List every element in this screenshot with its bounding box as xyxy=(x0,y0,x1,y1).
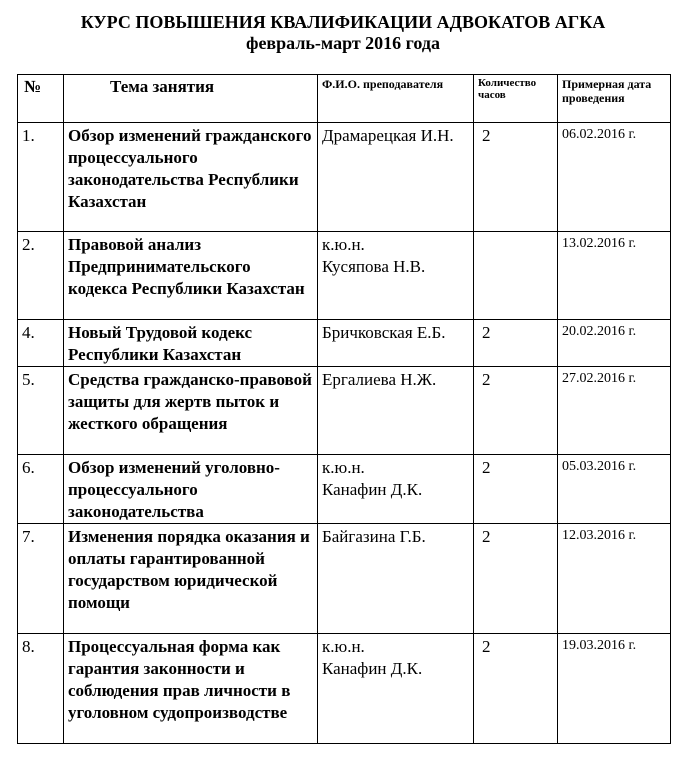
row-num: 2. xyxy=(18,232,64,320)
row-num: 1. xyxy=(18,123,64,232)
row-num: 6. xyxy=(18,455,64,524)
header-date: Примерная дата проведения xyxy=(558,75,671,123)
row-date: 27.02.2016 г. xyxy=(558,367,671,455)
row-date: 19.03.2016 г. xyxy=(558,634,671,744)
row-topic: Процессуальная форма как гарантия законности и соблюдения прав личности в уголовном судопроизводстве xyxy=(64,634,318,744)
row-hours: 2 xyxy=(474,524,558,634)
row-teacher: к.ю.н. Канафин Д.К. xyxy=(318,455,474,524)
header-teacher: Ф.И.О. преподавателя xyxy=(318,75,474,123)
row-teacher: Байгазина Г.Б. xyxy=(318,524,474,634)
row-topic: Средства гражданско-правовой защиты для жертв пыток и жесткого обращения xyxy=(64,367,318,455)
row-topic: Обзор изменений гражданского процессуального законодательства Республики Казахстан xyxy=(64,123,318,232)
table-row xyxy=(18,455,671,524)
row-topic: Изменения порядка оказания и оплаты гарантированной государством юридической помощи xyxy=(64,524,318,634)
table-row xyxy=(18,232,671,320)
row-date: 12.03.2016 г. xyxy=(558,524,671,634)
row-topic: Обзор изменений уголовно-процессуального законодательства xyxy=(64,455,318,524)
document-title: КУРС ПОВЫШЕНИЯ КВАЛИФИКАЦИИ АДВОКАТОВ АГКА xyxy=(80,12,606,32)
row-hours: 2 xyxy=(474,123,558,232)
row-hours: 2 xyxy=(474,320,558,367)
header-num: № xyxy=(18,75,64,123)
header-topic: Тема занятия xyxy=(64,75,318,123)
table-row xyxy=(18,524,671,634)
row-teacher: Драмарецкая И.Н. xyxy=(318,123,474,232)
row-hours xyxy=(474,232,558,320)
row-date: 20.02.2016 г. xyxy=(558,320,671,367)
course-schedule-table xyxy=(17,74,671,744)
row-date: 06.02.2016 г. xyxy=(558,123,671,232)
row-hours: 2 xyxy=(474,455,558,524)
row-num: 7. xyxy=(18,524,64,634)
row-teacher: Бричковская Е.Б. xyxy=(318,320,474,367)
table-row xyxy=(18,634,671,744)
row-hours: 2 xyxy=(474,367,558,455)
header-hours: Количество часов xyxy=(474,75,558,123)
row-teacher: к.ю.н. Канафин Д.К. xyxy=(318,634,474,744)
table-row xyxy=(18,367,671,455)
table-row xyxy=(18,320,671,367)
row-hours: 2 xyxy=(474,634,558,744)
table-header-row xyxy=(18,75,671,123)
row-topic: Новый Трудовой кодекс Республики Казахстан xyxy=(64,320,318,367)
row-teacher: Ергалиева Н.Ж. xyxy=(318,367,474,455)
row-teacher: к.ю.н. Кусяпова Н.В. xyxy=(318,232,474,320)
row-date: 05.03.2016 г. xyxy=(558,455,671,524)
row-topic: Правовой анализ Предпринимательского кодекса Республики Казахстан xyxy=(64,232,318,320)
row-date: 13.02.2016 г. xyxy=(558,232,671,320)
row-num: 5. xyxy=(18,367,64,455)
row-num: 4. xyxy=(18,320,64,367)
document-subtitle: февраль-март 2016 года xyxy=(245,33,440,53)
table-row xyxy=(18,123,671,232)
row-num: 8. xyxy=(18,634,64,744)
